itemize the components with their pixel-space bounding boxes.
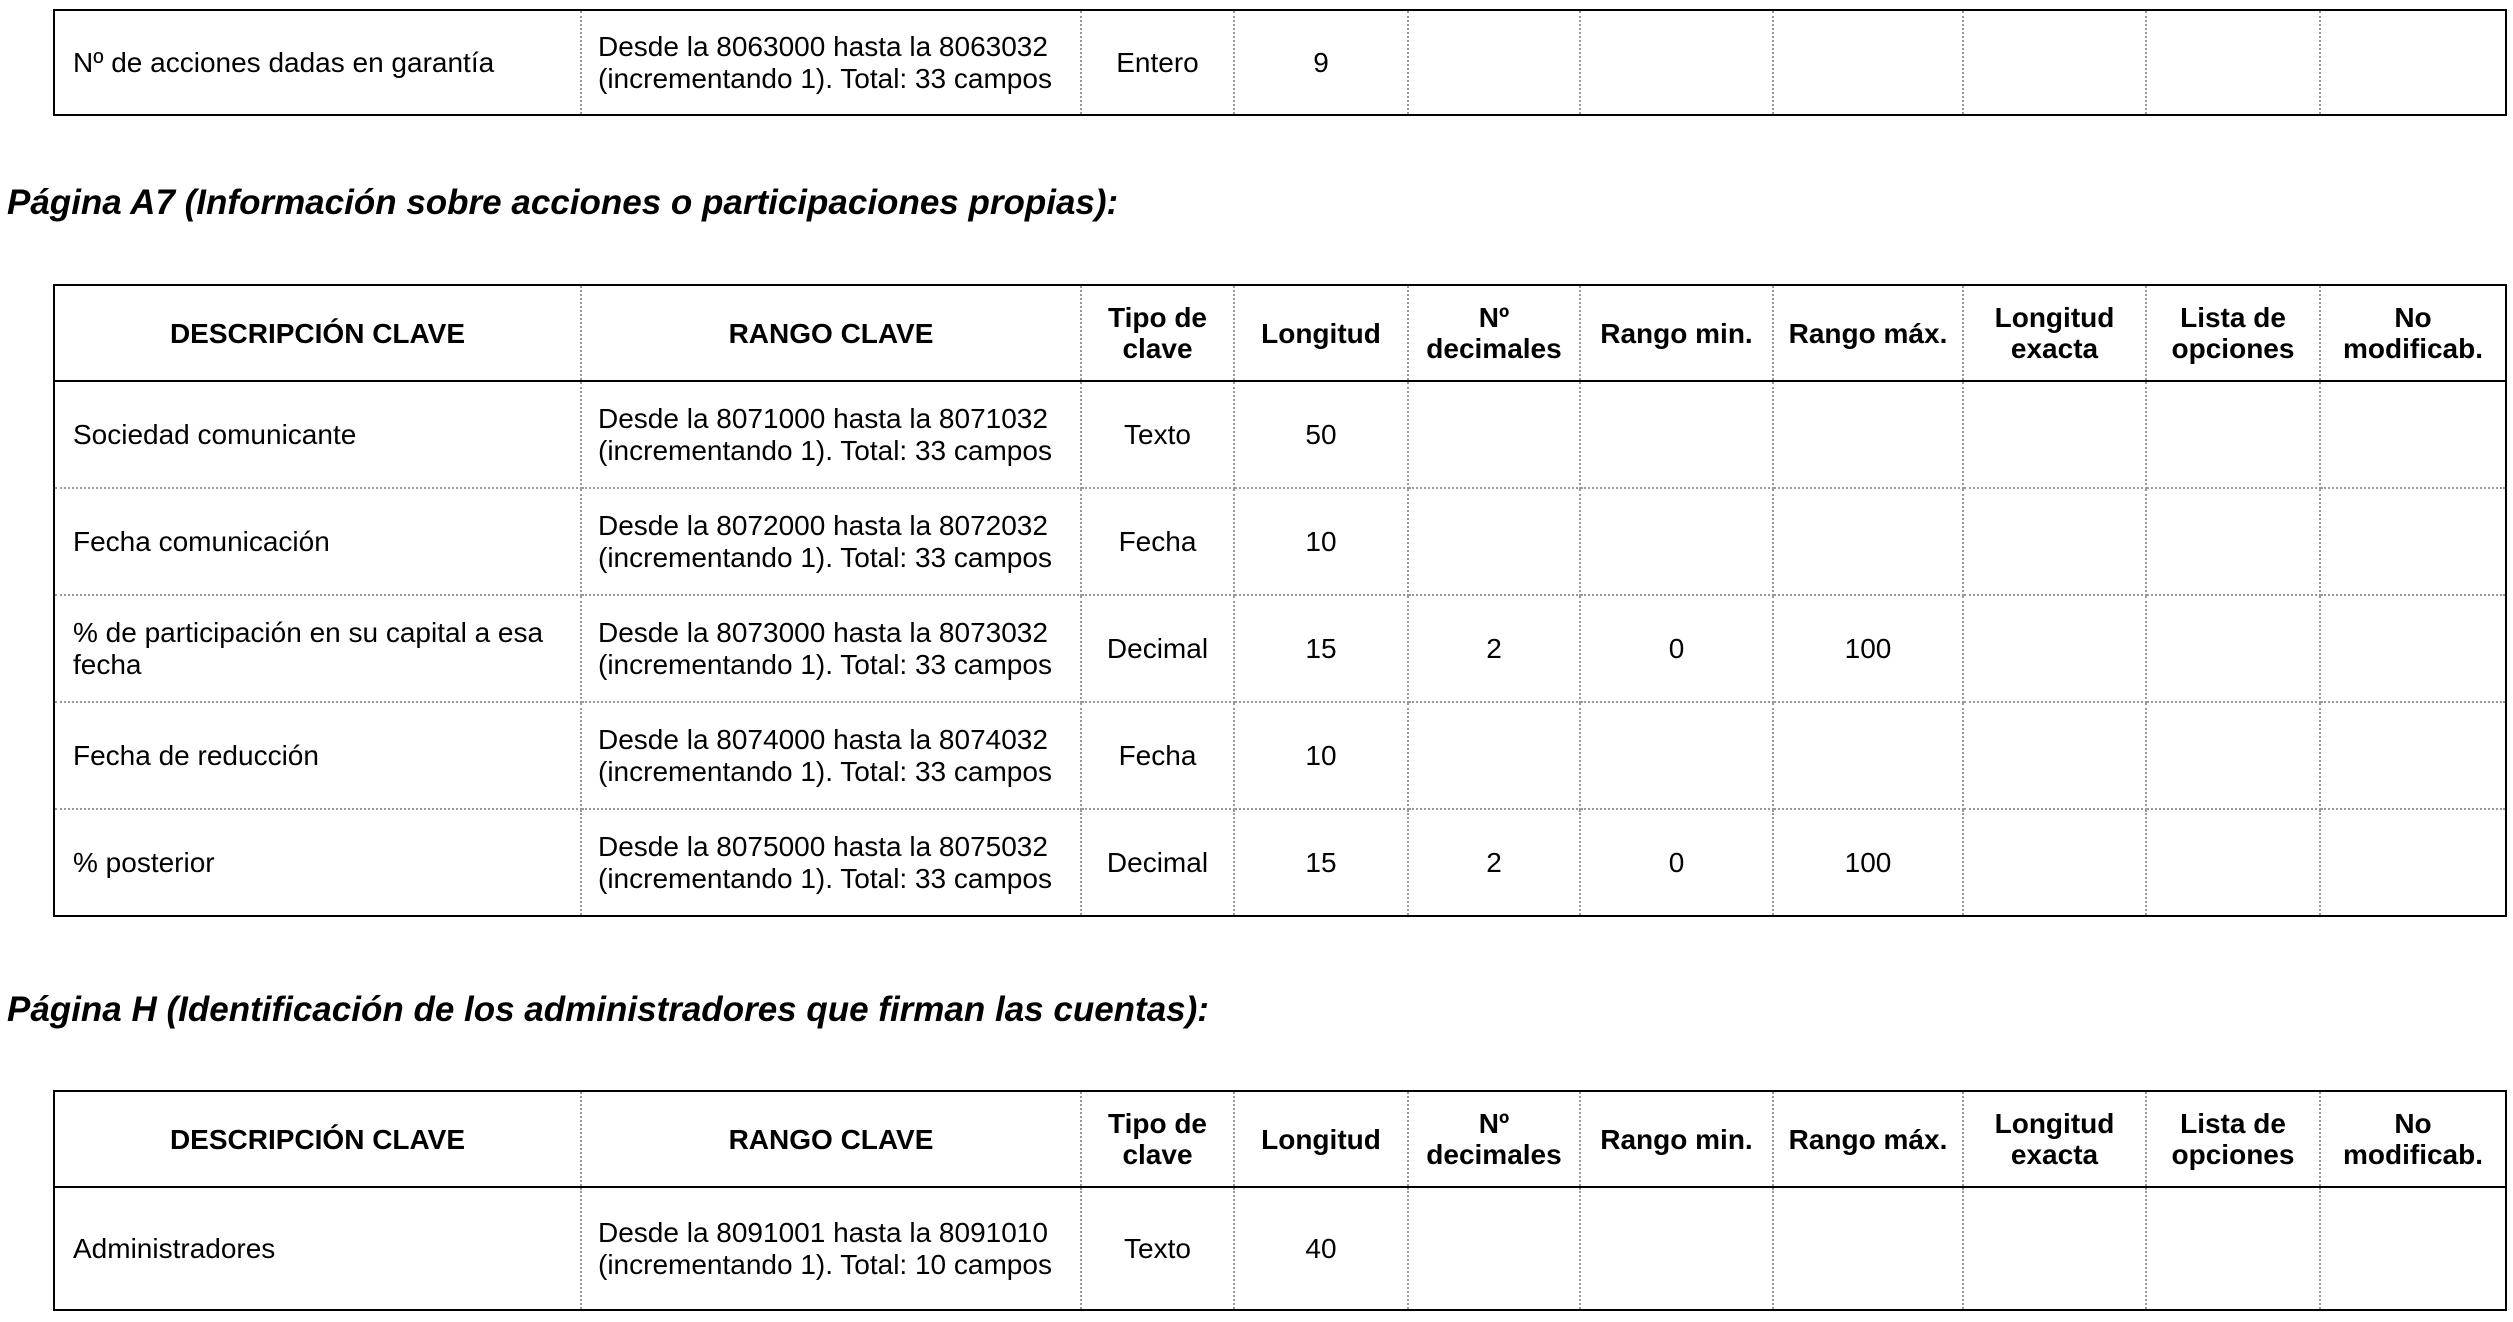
tipo-cell: Texto <box>1081 1187 1234 1310</box>
header-tipo: Tipo de clave <box>1081 1091 1234 1187</box>
descripcion-cell: % de participación en su capital a esa fecha <box>54 595 581 702</box>
header-descripcion: DESCRIPCIÓN CLAVE <box>54 285 581 381</box>
descripcion-cell: Fecha de reducción <box>54 702 581 809</box>
lista-opciones-cell <box>2146 381 2320 488</box>
longitud-cell: 50 <box>1234 381 1408 488</box>
longitud-cell: 10 <box>1234 488 1408 595</box>
header-descripcion: DESCRIPCIÓN CLAVE <box>54 1091 581 1187</box>
top-keys-table <box>53 9 2507 116</box>
no-modificab-cell <box>2320 702 2506 809</box>
lista-opciones-cell <box>2146 702 2320 809</box>
rango-cell <box>581 381 1081 488</box>
header-rango-max: Rango máx. <box>1773 1091 1963 1187</box>
header-no-modificab: No modificab. <box>2320 285 2506 381</box>
rango-min-cell: 0 <box>1580 809 1773 916</box>
descripcion-cell: % posterior <box>54 809 581 916</box>
longitud-exacta-cell <box>1963 10 2146 115</box>
table-header-row <box>54 1091 2506 1187</box>
rango-line-1: Desde la 8063000 hasta la 8063032 <box>598 30 1048 62</box>
longitud-exacta-cell <box>1963 595 2146 702</box>
section-title-a7: Página A7 (Información sobre acciones o participaciones propias): <box>7 183 1119 222</box>
rango-cell <box>581 10 1081 115</box>
h-keys-table <box>53 1090 2507 1311</box>
descripcion-cell: Fecha comunicación <box>54 488 581 595</box>
rango-min-cell <box>1580 702 1773 809</box>
rango-max-cell <box>1773 488 1963 595</box>
longitud-cell: 15 <box>1234 595 1408 702</box>
header-longitud: Longitud <box>1234 1091 1408 1187</box>
rango-line-2: (incrementando 1). Total: 33 campos <box>598 755 1052 787</box>
table-row <box>54 809 2506 916</box>
table-row <box>54 595 2506 702</box>
longitud-cell: 9 <box>1234 10 1408 115</box>
lista-opciones-cell <box>2146 595 2320 702</box>
decimales-cell: 2 <box>1408 809 1580 916</box>
a7-keys-table <box>53 284 2507 917</box>
table-header-row <box>54 285 2506 381</box>
rango-line-1: Desde la 8073000 hasta la 8073032 <box>598 616 1048 648</box>
longitud-cell: 40 <box>1234 1187 1408 1310</box>
header-longitud: Longitud <box>1234 285 1408 381</box>
rango-cell <box>581 488 1081 595</box>
longitud-cell: 10 <box>1234 702 1408 809</box>
tipo-cell: Entero <box>1081 10 1234 115</box>
header-rango-min: Rango min. <box>1580 285 1773 381</box>
rango-cell <box>581 595 1081 702</box>
rango-line-1: Desde la 8091001 hasta la 8091010 <box>598 1216 1048 1248</box>
longitud-exacta-cell <box>1963 381 2146 488</box>
lista-opciones-cell <box>2146 809 2320 916</box>
tipo-cell: Texto <box>1081 381 1234 488</box>
section-title-h: Página H (Identificación de los administradores que firman las cuentas): <box>7 990 1209 1029</box>
header-rango-max: Rango máx. <box>1773 285 1963 381</box>
rango-max-cell <box>1773 702 1963 809</box>
header-decimales: Nº decimales <box>1408 285 1580 381</box>
no-modificab-cell <box>2320 595 2506 702</box>
rango-line-2: (incrementando 1). Total: 33 campos <box>598 62 1052 94</box>
rango-line-2: (incrementando 1). Total: 33 campos <box>598 648 1052 680</box>
rango-cell <box>581 1187 1081 1310</box>
header-rango: RANGO CLAVE <box>581 1091 1081 1187</box>
rango-line-2: (incrementando 1). Total: 33 campos <box>598 434 1052 466</box>
header-lista-opciones: Lista de opciones <box>2146 1091 2320 1187</box>
rango-min-cell <box>1580 10 1773 115</box>
tipo-cell: Decimal <box>1081 809 1234 916</box>
decimales-cell <box>1408 10 1580 115</box>
header-longitud-exacta: Longitud exacta <box>1963 285 2146 381</box>
descripcion-cell: Nº de acciones dadas en garantía <box>54 10 581 115</box>
longitud-exacta-cell <box>1963 1187 2146 1310</box>
descripcion-cell: Sociedad comunicante <box>54 381 581 488</box>
header-tipo: Tipo de clave <box>1081 285 1234 381</box>
rango-cell <box>581 809 1081 916</box>
rango-max-cell <box>1773 10 1963 115</box>
header-lista-opciones: Lista de opciones <box>2146 285 2320 381</box>
longitud-exacta-cell <box>1963 488 2146 595</box>
table-row <box>54 10 2506 115</box>
table-row <box>54 488 2506 595</box>
header-rango: RANGO CLAVE <box>581 285 1081 381</box>
longitud-cell: 15 <box>1234 809 1408 916</box>
table-row <box>54 381 2506 488</box>
rango-min-cell: 0 <box>1580 595 1773 702</box>
tipo-cell: Fecha <box>1081 488 1234 595</box>
rango-min-cell <box>1580 1187 1773 1310</box>
longitud-exacta-cell <box>1963 702 2146 809</box>
rango-max-cell <box>1773 381 1963 488</box>
descripcion-cell: Administradores <box>54 1187 581 1310</box>
header-longitud-exacta: Longitud exacta <box>1963 1091 2146 1187</box>
tipo-cell: Decimal <box>1081 595 1234 702</box>
no-modificab-cell <box>2320 10 2506 115</box>
table-row <box>54 702 2506 809</box>
rango-line-2: (incrementando 1). Total: 33 campos <box>598 862 1052 894</box>
rango-line-1: Desde la 8071000 hasta la 8071032 <box>598 402 1048 434</box>
rango-min-cell <box>1580 488 1773 595</box>
no-modificab-cell <box>2320 381 2506 488</box>
rango-max-cell: 100 <box>1773 595 1963 702</box>
lista-opciones-cell <box>2146 1187 2320 1310</box>
rango-line-2: (incrementando 1). Total: 10 campos <box>598 1248 1052 1280</box>
decimales-cell <box>1408 1187 1580 1310</box>
rango-min-cell <box>1580 381 1773 488</box>
tipo-cell: Fecha <box>1081 702 1234 809</box>
header-decimales: Nº decimales <box>1408 1091 1580 1187</box>
rango-max-cell: 100 <box>1773 809 1963 916</box>
lista-opciones-cell <box>2146 488 2320 595</box>
rango-cell <box>581 702 1081 809</box>
no-modificab-cell <box>2320 809 2506 916</box>
header-rango-min: Rango min. <box>1580 1091 1773 1187</box>
rango-line-2: (incrementando 1). Total: 33 campos <box>598 541 1052 573</box>
rango-max-cell <box>1773 1187 1963 1310</box>
longitud-exacta-cell <box>1963 809 2146 916</box>
header-no-modificab: No modificab. <box>2320 1091 2506 1187</box>
rango-line-1: Desde la 8074000 hasta la 8074032 <box>598 723 1048 755</box>
rango-line-1: Desde la 8075000 hasta la 8075032 <box>598 830 1048 862</box>
decimales-cell <box>1408 488 1580 595</box>
rango-line-1: Desde la 8072000 hasta la 8072032 <box>598 509 1048 541</box>
decimales-cell <box>1408 702 1580 809</box>
no-modificab-cell <box>2320 488 2506 595</box>
decimales-cell: 2 <box>1408 595 1580 702</box>
decimales-cell <box>1408 381 1580 488</box>
lista-opciones-cell <box>2146 10 2320 115</box>
table-row <box>54 1187 2506 1310</box>
no-modificab-cell <box>2320 1187 2506 1310</box>
